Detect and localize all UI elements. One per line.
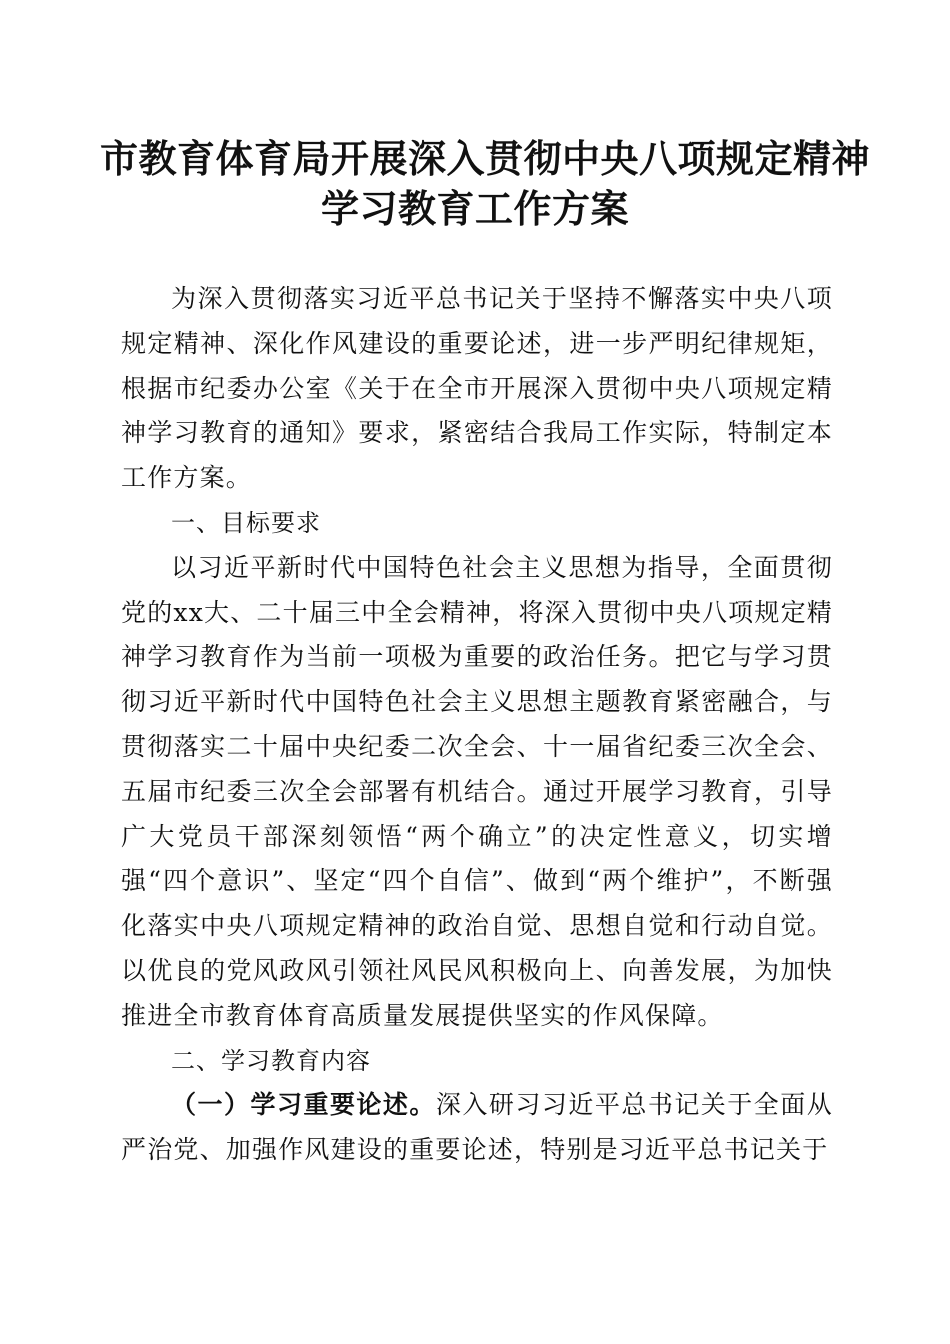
content-item-1-paragraph <box>121 1083 833 1173</box>
goals-paragraph: 以习近平新时代中国特色社会主义思想为指导，全面贯彻党的xx大、二十届三中全会精神，将深入贯彻中央八项规定精神学习教育作为当前一项极为重要的政治任务。把它与学习贯彻习近平新时代中国特色社会主义思想主题教育紧密融合，与贯彻落实二十届中央纪委二次全会、十一届省纪委三次全会、五届市纪委三次全会部署有机结合。通过开展学习教育，引导广大党员干部深刻领悟“两个确立”的决定性意义，切实增强“四个意识”、坚定“四个自信”、做到“两个维护”，不断强化落实中央八项规定精神的政治自觉、思想自觉和行动自觉。以优良的党风政风引领社风民风积极向上、向善发展，为加快推进全市教育体育高质量发展提供坚实的作风保障。 <box>121 552 833 1030</box>
content-item-1-lead: （一）学习重要论述。 <box>171 1090 436 1120</box>
content-item-1-text: 深入研习习近平总书记关于全面从严治党、加强作风建设的重要论述，特别是习近平总书记关于 <box>121 1090 833 1165</box>
section-heading-content: 二、学习教育内容 <box>171 1046 371 1075</box>
document-body <box>121 277 833 1173</box>
intro-paragraph: 为深入贯彻落实习近平总书记关于坚持不懈落实中央八项规定精神、深化作风建设的重要论述，进一步严明纪律规矩，根据市纪委办公室《关于在全市开展深入贯彻中央八项规定精神学习教育的通知》要求，紧密结合我局工作实际，特制定本工作方案。 <box>121 284 833 493</box>
section-heading-goals: 一、目标要求 <box>171 508 321 537</box>
title-line-1: 市教育体育局开展深入贯彻中央八项规定精神 <box>100 136 871 181</box>
document-title <box>100 134 871 234</box>
title-line-2: 学习教育工作方案 <box>320 186 629 231</box>
